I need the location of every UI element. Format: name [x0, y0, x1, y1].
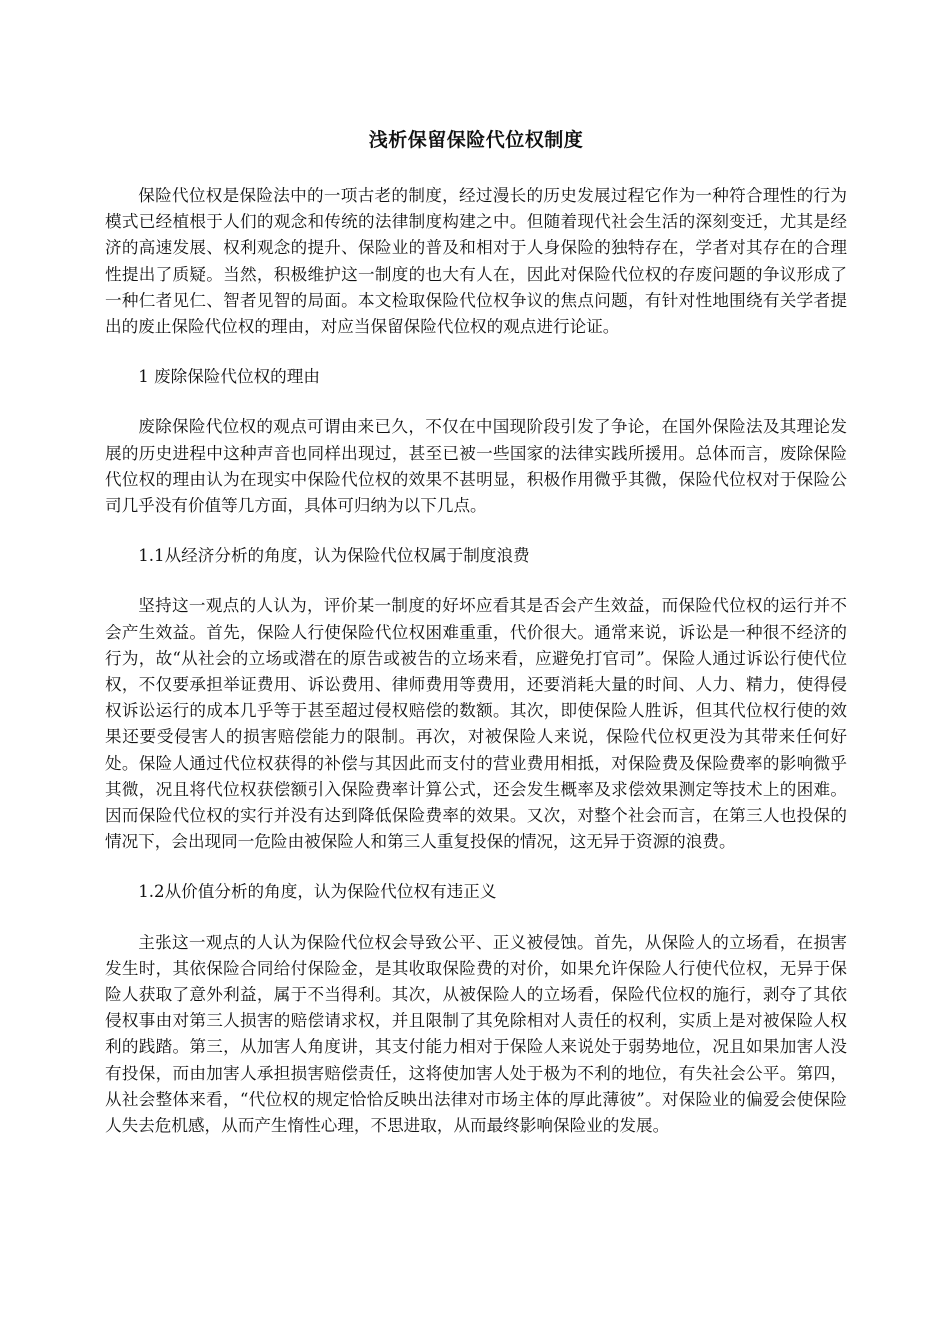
- paragraph-gap: [105, 390, 847, 414]
- paragraph-gap: [105, 519, 847, 543]
- section-1-paragraph: 废除保险代位权的观点可谓由来已久，不仅在中国现阶段引发了争论，在国外保险法及其理论发展的历史进程中这种声音也同样出现过，甚至已被一些国家的法律实践所援用。总体而言，废除保险代位权的理由认为在现实中保险代位权的效果不甚明显，积极作用微乎其微，保险代位权对于保险公司几乎没有价值等几方面，具体可归纳为以下几点。: [105, 417, 847, 516]
- document-title: 浅析保留保险代位权制度: [368, 129, 584, 151]
- paragraph-gap: [105, 855, 847, 879]
- intro-paragraph: 保险代位权是保险法中的一项古老的制度，经过漫长的历史发展过程它作为一种符合理性的行为模式已经植根于人们的观念和传统的法律制度构建之中。但随着现代社会生活的深刻变迁，尤其是经济的高速发展、权利观念的提升、保险业的普及和相对于人身保险的独特存在，学者对其存在的合理性提出了质疑。当然，积极维护这一制度的也大有人在，因此对保险代位权的存废问题的争议形成了一种仁者见仁、智者见智的局面。本文检取保险代位权争议的焦点问题，有针对性地围绕有关学者提出的废止保险代位权的理由，对应当保留保险代位权的观点进行论证。: [105, 186, 847, 337]
- section-heading-1-1: 1.1从经济分析的角度，认为保险代位权属于制度浪费: [138, 546, 530, 566]
- section-heading-1: 1 废除保险代位权的理由: [138, 367, 320, 387]
- section-1-1-paragraph: 坚持这一观点的人认为，评价某一制度的好坏应看其是否会产生效益，而保险代位权的运行并不会产生效益。首先，保险人行使保险代位权困难重重，代价很大。通常来说，诉讼是一种很不经济的行为，故“从社会的立场或潜在的原告或被告的立场来看，应避免打官司”。保险人通过诉讼行使代位权，不仅要承担举证费用、诉讼费用、律师费用等费用，还要消耗大量的时间、人力、精力，使得侵权诉讼运行的成本几乎等于甚至超过侵权赔偿的数额。其次，即使保险人胜诉，但其代位权行使的效果还要受侵害人的损害赔偿能力的限制。再次，对被保险人来说，保险代位权更没为其带来任何好处。保险人通过代位权获得的补偿与其因此而支付的营业费用相抵，对保险费及保险费率的影响微乎其微，况且将代位权获偿额引入保险费率计算公式，还会发生概率及求偿效果测定等技术上的困难。因而保险代位权的实行并没有达到降低保险费率的效果。又次，对整个社会而言，在第三人也投保的情况下，会出现同一危险由被保险人和第三人重复投保的情况，这无异于资源的浪费。: [105, 596, 847, 852]
- paragraph-gap: [105, 906, 847, 930]
- document-body: [105, 183, 847, 1139]
- paragraph-gap: [105, 340, 847, 364]
- paragraph-gap: [105, 569, 847, 593]
- section-heading-1-2: 1.2从价值分析的角度，认为保险代位权有违正义: [138, 882, 497, 902]
- section-1-2-paragraph: 主张这一观点的人认为保险代位权会导致公平、正义被侵蚀。首先，从保险人的立场看，在损害发生时，其依保险合同给付保险金，是其收取保险费的对价，如果允许保险人行使代位权，无异于保险人获取了意外利益，属于不当得利。其次，从被保险人的立场看，保险代位权的施行，剥夺了其依侵权事由对第三人损害的赔偿请求权，并且限制了其免除相对人责任的权利，实质上是对被保险人权利的践踏。第三，从加害人角度讲，其支付能力相对于保险人来说处于弱势地位，况且如果加害人没有投保，而由加害人承担损害赔偿责任，这将使加害人处于极为不利的地位，有失社会公平。第四，从社会整体来看，“代位权的规定恰恰反映出法律对市场主体的厚此薄彼”。对保险业的偏爱会使保险人失去危机感，从而产生惰性心理，不思进取，从而最终影响保险业的发展。: [105, 932, 847, 1136]
